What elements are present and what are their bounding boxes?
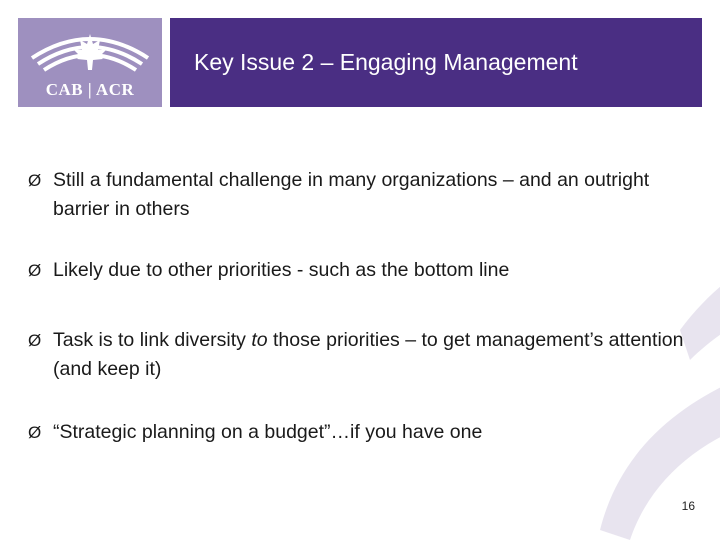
bullet-item xyxy=(28,326,688,384)
bullet-item xyxy=(28,166,688,224)
arrow-bullet-icon: Ø xyxy=(28,331,42,350)
arrow-bullet-icon: Ø xyxy=(28,423,42,442)
logo-wordmark: CAB | ACR xyxy=(45,80,135,99)
bullet-text: “Strategic planning on a budget”…if you have one xyxy=(53,421,483,443)
bullet-text: Likely due to other priorities - such as the bottom line xyxy=(53,259,510,281)
cab-acr-logo xyxy=(18,18,162,107)
bullet-list xyxy=(28,166,688,447)
bullet-text-start: Task is to link diversity xyxy=(53,329,252,351)
arrow-bullet-icon: Ø xyxy=(28,261,42,280)
maple-leaf-logo-icon xyxy=(26,28,154,80)
page-number: 16 xyxy=(681,499,695,513)
bullet-item xyxy=(28,256,688,285)
arrow-bullet-icon: Ø xyxy=(28,171,42,190)
title-bar xyxy=(170,18,702,107)
bullet-item xyxy=(28,418,688,447)
bullet-text-emphasis: to xyxy=(251,329,268,351)
slide-title: Key Issue 2 – Engaging Management xyxy=(194,49,578,75)
bullet-text: Still a fundamental challenge in many organizations – and an outright barrier in others xyxy=(53,169,650,220)
bullet-text-end: those priorities – to get management’s attention (and keep it) xyxy=(53,329,684,380)
